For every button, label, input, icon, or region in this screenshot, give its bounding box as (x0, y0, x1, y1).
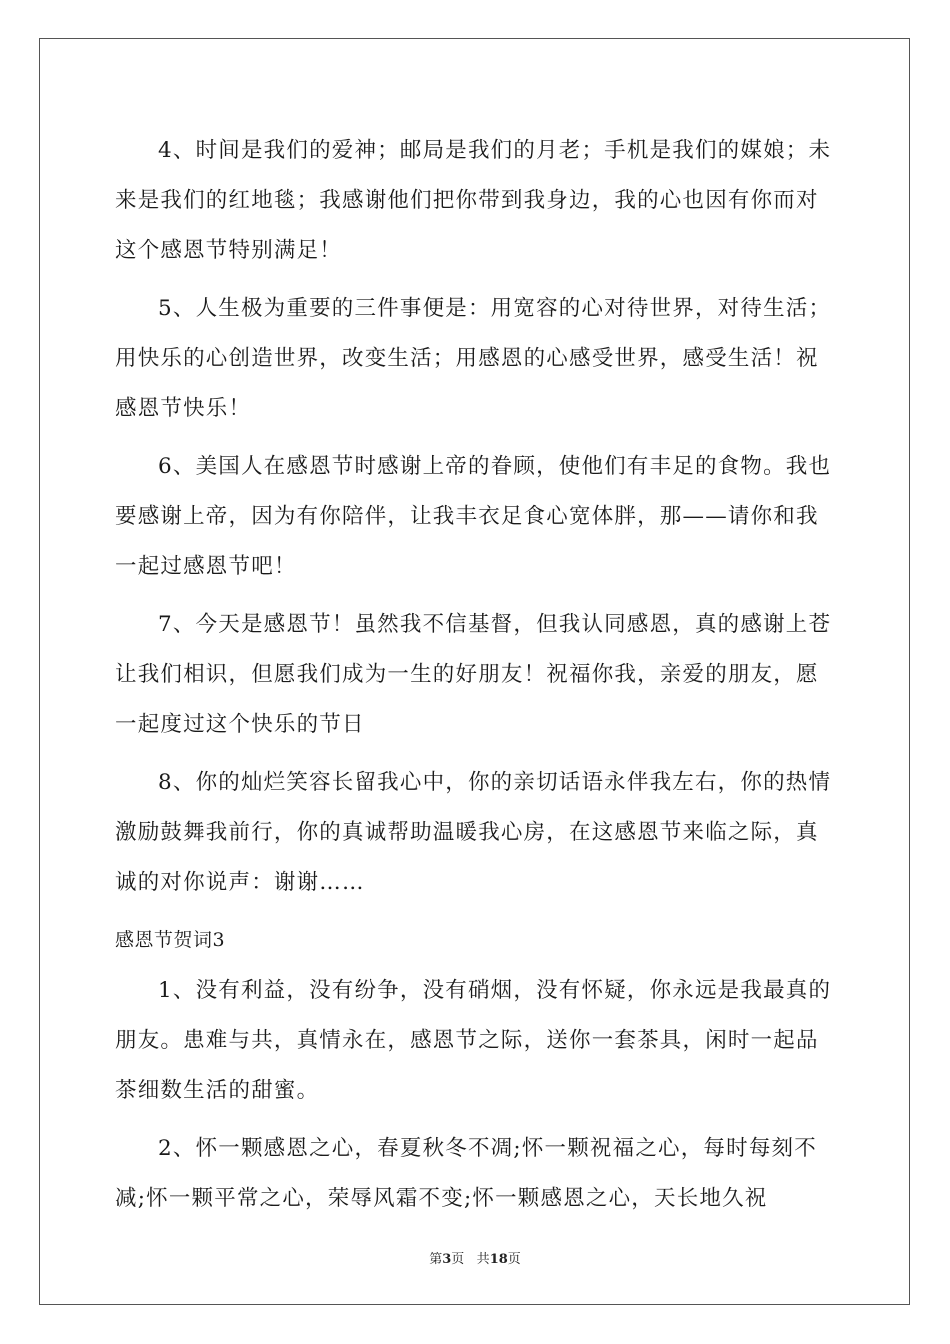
paragraph-2: 2、怀一颗感恩之心，春夏秋冬不凋;怀一颗祝福之心，每时每刻不减;怀一颗平常之心，荣辱风霜不变;怀一颗感恩之心，天长地久祝 (115, 1136, 817, 1211)
total-pages: 18 (489, 1252, 508, 1267)
total-prefix: 共 (476, 1252, 490, 1267)
page-suffix: 页 (451, 1252, 465, 1267)
paragraph-4: 4、时间是我们的爱神；邮局是我们的月老；手机是我们的媒娘；未来是我们的红地毯；我感谢他们把你带到我身边，我的心也因有你而对这个感恩节特别满足！ (115, 138, 832, 263)
section-heading: 感恩节贺词3 (115, 929, 226, 951)
page-prefix: 第 (429, 1252, 443, 1267)
paragraph-7: 7、今天是感恩节！虽然我不信基督，但我认同感恩，真的感谢上苍让我们相识，但愿我们成为一生的好朋友！祝福你我，亲爱的朋友，愿一起度过这个快乐的节日 (115, 612, 832, 737)
total-suffix: 页 (507, 1252, 521, 1267)
document-body (115, 126, 840, 1232)
paragraph-8: 8、你的灿烂笑容长留我心中，你的亲切话语永伴我左右，你的热情激励鼓舞我前行，你的真诚帮助温暖我心房，在这感恩节来临之际，真诚的对你说声：谢谢…… (115, 770, 832, 895)
page-number: 3 (442, 1252, 452, 1267)
paragraph-1: 1、没有利益，没有纷争，没有硝烟，没有怀疑，你永远是我最真的朋友。患难与共，真情永在，感恩节之际，送你一套茶具，闲时一起品茶细数生活的甜蜜。 (115, 978, 832, 1103)
paragraph-6: 6、美国人在感恩节时感谢上帝的眷顾，使他们有丰足的食物。我也要感谢上帝，因为有你陪伴，让我丰衣足食心宽体胖，那——请你和我一起过感恩节吧！ (115, 454, 832, 579)
paragraph-5: 5、人生极为重要的三件事便是：用宽容的心对待世界，对待生活；用快乐的心创造世界，改变生活；用感恩的心感受世界，感受生活！祝感恩节快乐！ (115, 296, 832, 421)
page-footer (0, 1248, 950, 1267)
